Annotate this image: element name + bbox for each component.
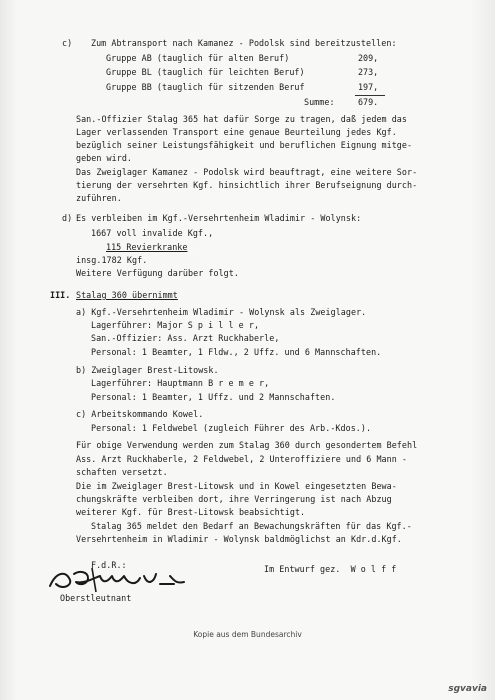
- d-line5: Weitere Verfügung darüber folgt.: [76, 268, 239, 278]
- d-line4: insg.1782 Kgf.: [76, 255, 148, 265]
- group-bl-count: 273,: [358, 67, 379, 77]
- iii-a-line2: Lagerführer: Major S p i l l e r,: [91, 320, 260, 330]
- iii-para3-line2: Versehrtenheim in Wladimir - Wolynsk baldmöglichst an Kdr.d.Kgf.: [76, 534, 402, 544]
- c-para2-line2: tierung der versehrten Kgf. hinsichtlich ihrer Berufseignung durch-: [76, 180, 418, 190]
- c-para1-line3: bezüglich seiner Leistungsfähigkeit und beruflichen Eignung mitge-: [76, 140, 413, 150]
- iii-a-line1: a) Kgf.-Versehrtenheim Wladimir - Wolynsk als Zweiglager.: [76, 307, 367, 317]
- sum-value: 679.: [358, 97, 379, 107]
- group-ab-name: Gruppe AB (tauglich für alten Beruf): [106, 53, 290, 63]
- iii-c-line2: Personal: 1 Feldwebel (zugleich Führer des Arb.-Kdos.).: [91, 423, 372, 433]
- c-para1-line1: San.-Offizier Stalag 365 hat dafür Sorge zu tragen, daß jedem das: [76, 114, 407, 124]
- group-ab-count: 209,: [358, 53, 379, 63]
- c-para1-line4: geben wird.: [76, 153, 133, 163]
- iii-b-line3: Personal: 1 Beamter, 1 Uffz. und 2 Mannschaften.: [91, 392, 336, 402]
- iii-para1-line1: Für obige Verwendung werden zum Stalag 360 durch gesondertem Befehl: [76, 440, 418, 450]
- fdr-label: F.d.R.:: [91, 560, 127, 570]
- section-iii-title: Stalag 360 übernimmt: [76, 290, 178, 300]
- handwritten-signature: [44, 564, 194, 594]
- watermark: sgvavia: [448, 684, 487, 694]
- entwurf-line: Im Entwurf gez. W o l f f: [264, 564, 397, 574]
- section-d-label: d): [62, 213, 73, 223]
- c-para2-line3: zuführen.: [76, 193, 122, 203]
- iii-b-line2: Lagerführer: Hauptmann B r e m e r,: [91, 378, 270, 388]
- iii-para2-line2: chungskräfte verbleiben dort, ihre Verringerung ist nach Abzug: [76, 494, 392, 504]
- c-para2-line1: Das Zweiglager Kamanez - Podolsk wird beauftragt, eine weitere Sor-: [76, 167, 418, 177]
- sum-label: Summe:: [304, 97, 335, 107]
- section-c-intro: Zum Abtransport nach Kamanez - Podolsk sind bereitzustellen:: [91, 38, 397, 48]
- group-bb-count: 197,: [358, 82, 379, 92]
- rank-line: Oberstleutnant: [60, 593, 132, 603]
- footer-source: Kopie aus dem Bundesarchiv: [193, 630, 302, 639]
- iii-c-line1: c) Arbeitskommando Kowel.: [76, 409, 204, 419]
- sum-rule: [355, 95, 385, 96]
- iii-para1-line2: Ass. Arzt Ruckhaberle, 2 Feldwebel, 2 Unteroffiziere und 6 Mann -: [76, 454, 407, 464]
- iii-para2-line1: Die im Zweiglager Brest-Litowsk und in Kowel eingesetzten Bewa-: [76, 481, 397, 491]
- group-bb-name: Gruppe BB (tauglich für sitzenden Beruf: [106, 82, 305, 92]
- d-line1: Es verbleiben im Kgf.-Versehrtenheim Wladimir - Wolynsk:: [76, 213, 362, 223]
- d-line2: 1667 voll invalide Kgf.,: [91, 228, 214, 238]
- group-bl-name: Gruppe BL (tauglich für leichten Beruf): [106, 67, 305, 77]
- iii-a-line3: San.-Offizier: Ass. Arzt Ruckhaberle,: [91, 333, 280, 343]
- section-c-label: c): [62, 38, 73, 48]
- c-para1-line2: Lager verlassenden Transport eine genaue Beurteilung jedes Kgf.: [76, 127, 397, 137]
- section-iii-label: III.: [50, 290, 71, 300]
- iii-para3-line1: Stalag 365 meldet den Bedarf an Bewachungskräften für das Kgf.-: [91, 521, 412, 531]
- iii-a-line4: Personal: 1 Beamter, 1 Fldw., 2 Uffz. und 6 Mannschaften.: [91, 347, 382, 357]
- iii-para1-line3: schaften versetzt.: [76, 467, 168, 477]
- d-line3: 115 Revierkranke: [106, 242, 188, 252]
- iii-b-line1: b) Zweiglager Brest-Litowsk.: [76, 365, 219, 375]
- iii-para2-line3: weiterer Kgf. für Brest-Litowsk beabsichtigt.: [76, 507, 306, 517]
